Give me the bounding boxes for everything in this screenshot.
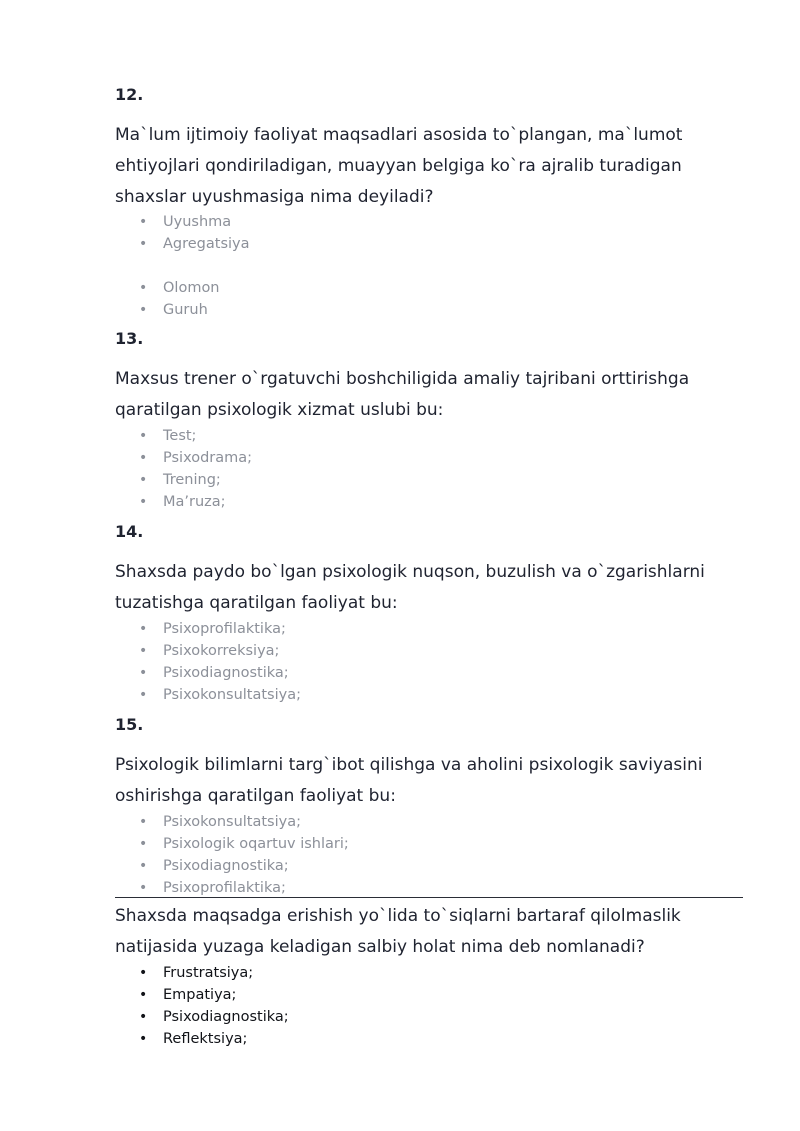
bullet-icon: • (139, 1009, 148, 1025)
bullet-icon: • (139, 836, 148, 852)
option-list-15 (115, 811, 349, 899)
option-12-a: • Uyushma (115, 211, 250, 233)
option-14-a: • Psixoprofilaktika; (115, 618, 301, 640)
option-14-d: • Psixokonsultatsiya; (115, 684, 301, 706)
option-12-d: • Guruh (115, 299, 250, 321)
option-15-d: • Psixoprofilaktika; (115, 877, 349, 899)
bullet-icon: • (139, 987, 148, 1003)
bullet-icon: • (139, 687, 148, 703)
bullet-icon: • (139, 450, 148, 466)
bullet-icon: • (139, 665, 148, 681)
option-13-a: • Test; (115, 425, 252, 447)
option-15-b: • Psixologik oqartuv ishlari; (115, 833, 349, 855)
bullet-icon: • (139, 621, 148, 637)
option-16-c: • Psixodiagnostika; (115, 1006, 289, 1028)
bullet-icon: • (139, 858, 148, 874)
question-number-13: 13. (115, 329, 144, 348)
option-12-b: • Agregatsiya (115, 233, 250, 255)
question-number-15: 15. (115, 715, 144, 734)
question-text-13: Maxsus trener o`rgatuvchi boshchiligida amaliy tajribani orttirishga qaratilgan psixologik xizmat uslubi bu: (115, 369, 690, 420)
option-16-b: • Empatiya; (115, 984, 289, 1006)
bullet-icon: • (139, 302, 148, 318)
option-list-16 (115, 962, 289, 1050)
option-16-d: • Reflektsiya; (115, 1028, 289, 1050)
question-text-12: Ma`lum ijtimoiy faoliyat maqsadlari asosida to`plangan, ma`lumot ehtiyojlari qondiriladigan, muayyan belgiga ko`ra ajralib turadigan shaxslar uyushmasiga nima deyiladi? (115, 125, 683, 207)
option-13-d: • Ma’ruza; (115, 491, 252, 513)
bullet-icon: • (139, 428, 148, 444)
question-number-14: 14. (115, 522, 144, 541)
option-list-13 (115, 425, 252, 513)
bullet-icon: • (139, 880, 148, 896)
question-text-15: Psixologik bilimlarni targ`ibot qilishga va aholini psixologik saviyasini oshirishga qaratilgan faoliyat bu: (115, 755, 703, 806)
question-text-14: Shaxsda paydo bo`lgan psixologik nuqson, buzulish va o`zgarishlarni tuzatishga qaratilgan faoliyat bu: (115, 562, 705, 613)
bullet-icon: • (139, 965, 148, 981)
option-14-b: • Psixokorreksiya; (115, 640, 301, 662)
bullet-icon: • (139, 214, 148, 230)
option-16-a: • Frustratsiya; (115, 962, 289, 984)
question-number-12: 12. (115, 85, 144, 104)
bullet-icon: • (139, 494, 148, 510)
horizontal-divider (115, 897, 743, 898)
option-15-c: • Psixodiagnostika; (115, 855, 349, 877)
option-14-c: • Psixodiagnostika; (115, 662, 301, 684)
question-text-16: Shaxsda maqsadga erishish yo`lida to`siqlarni bartaraf qilolmaslik natijasida yuzaga keladigan salbiy holat nima deb nomlanadi? (115, 906, 681, 957)
option-15-a: • Psixokonsultatsiya; (115, 811, 349, 833)
option-list-12 (115, 211, 250, 321)
bullet-icon: • (139, 1031, 148, 1047)
option-13-c: • Trening; (115, 469, 252, 491)
option-12-c: • Olomon (115, 277, 250, 299)
bullet-icon: • (139, 280, 148, 296)
option-13-b: • Psixodrama; (115, 447, 252, 469)
bullet-icon: • (139, 814, 148, 830)
bullet-icon: • (139, 236, 148, 252)
bullet-icon: • (139, 472, 148, 488)
option-list-14 (115, 618, 301, 706)
bullet-icon: • (139, 643, 148, 659)
